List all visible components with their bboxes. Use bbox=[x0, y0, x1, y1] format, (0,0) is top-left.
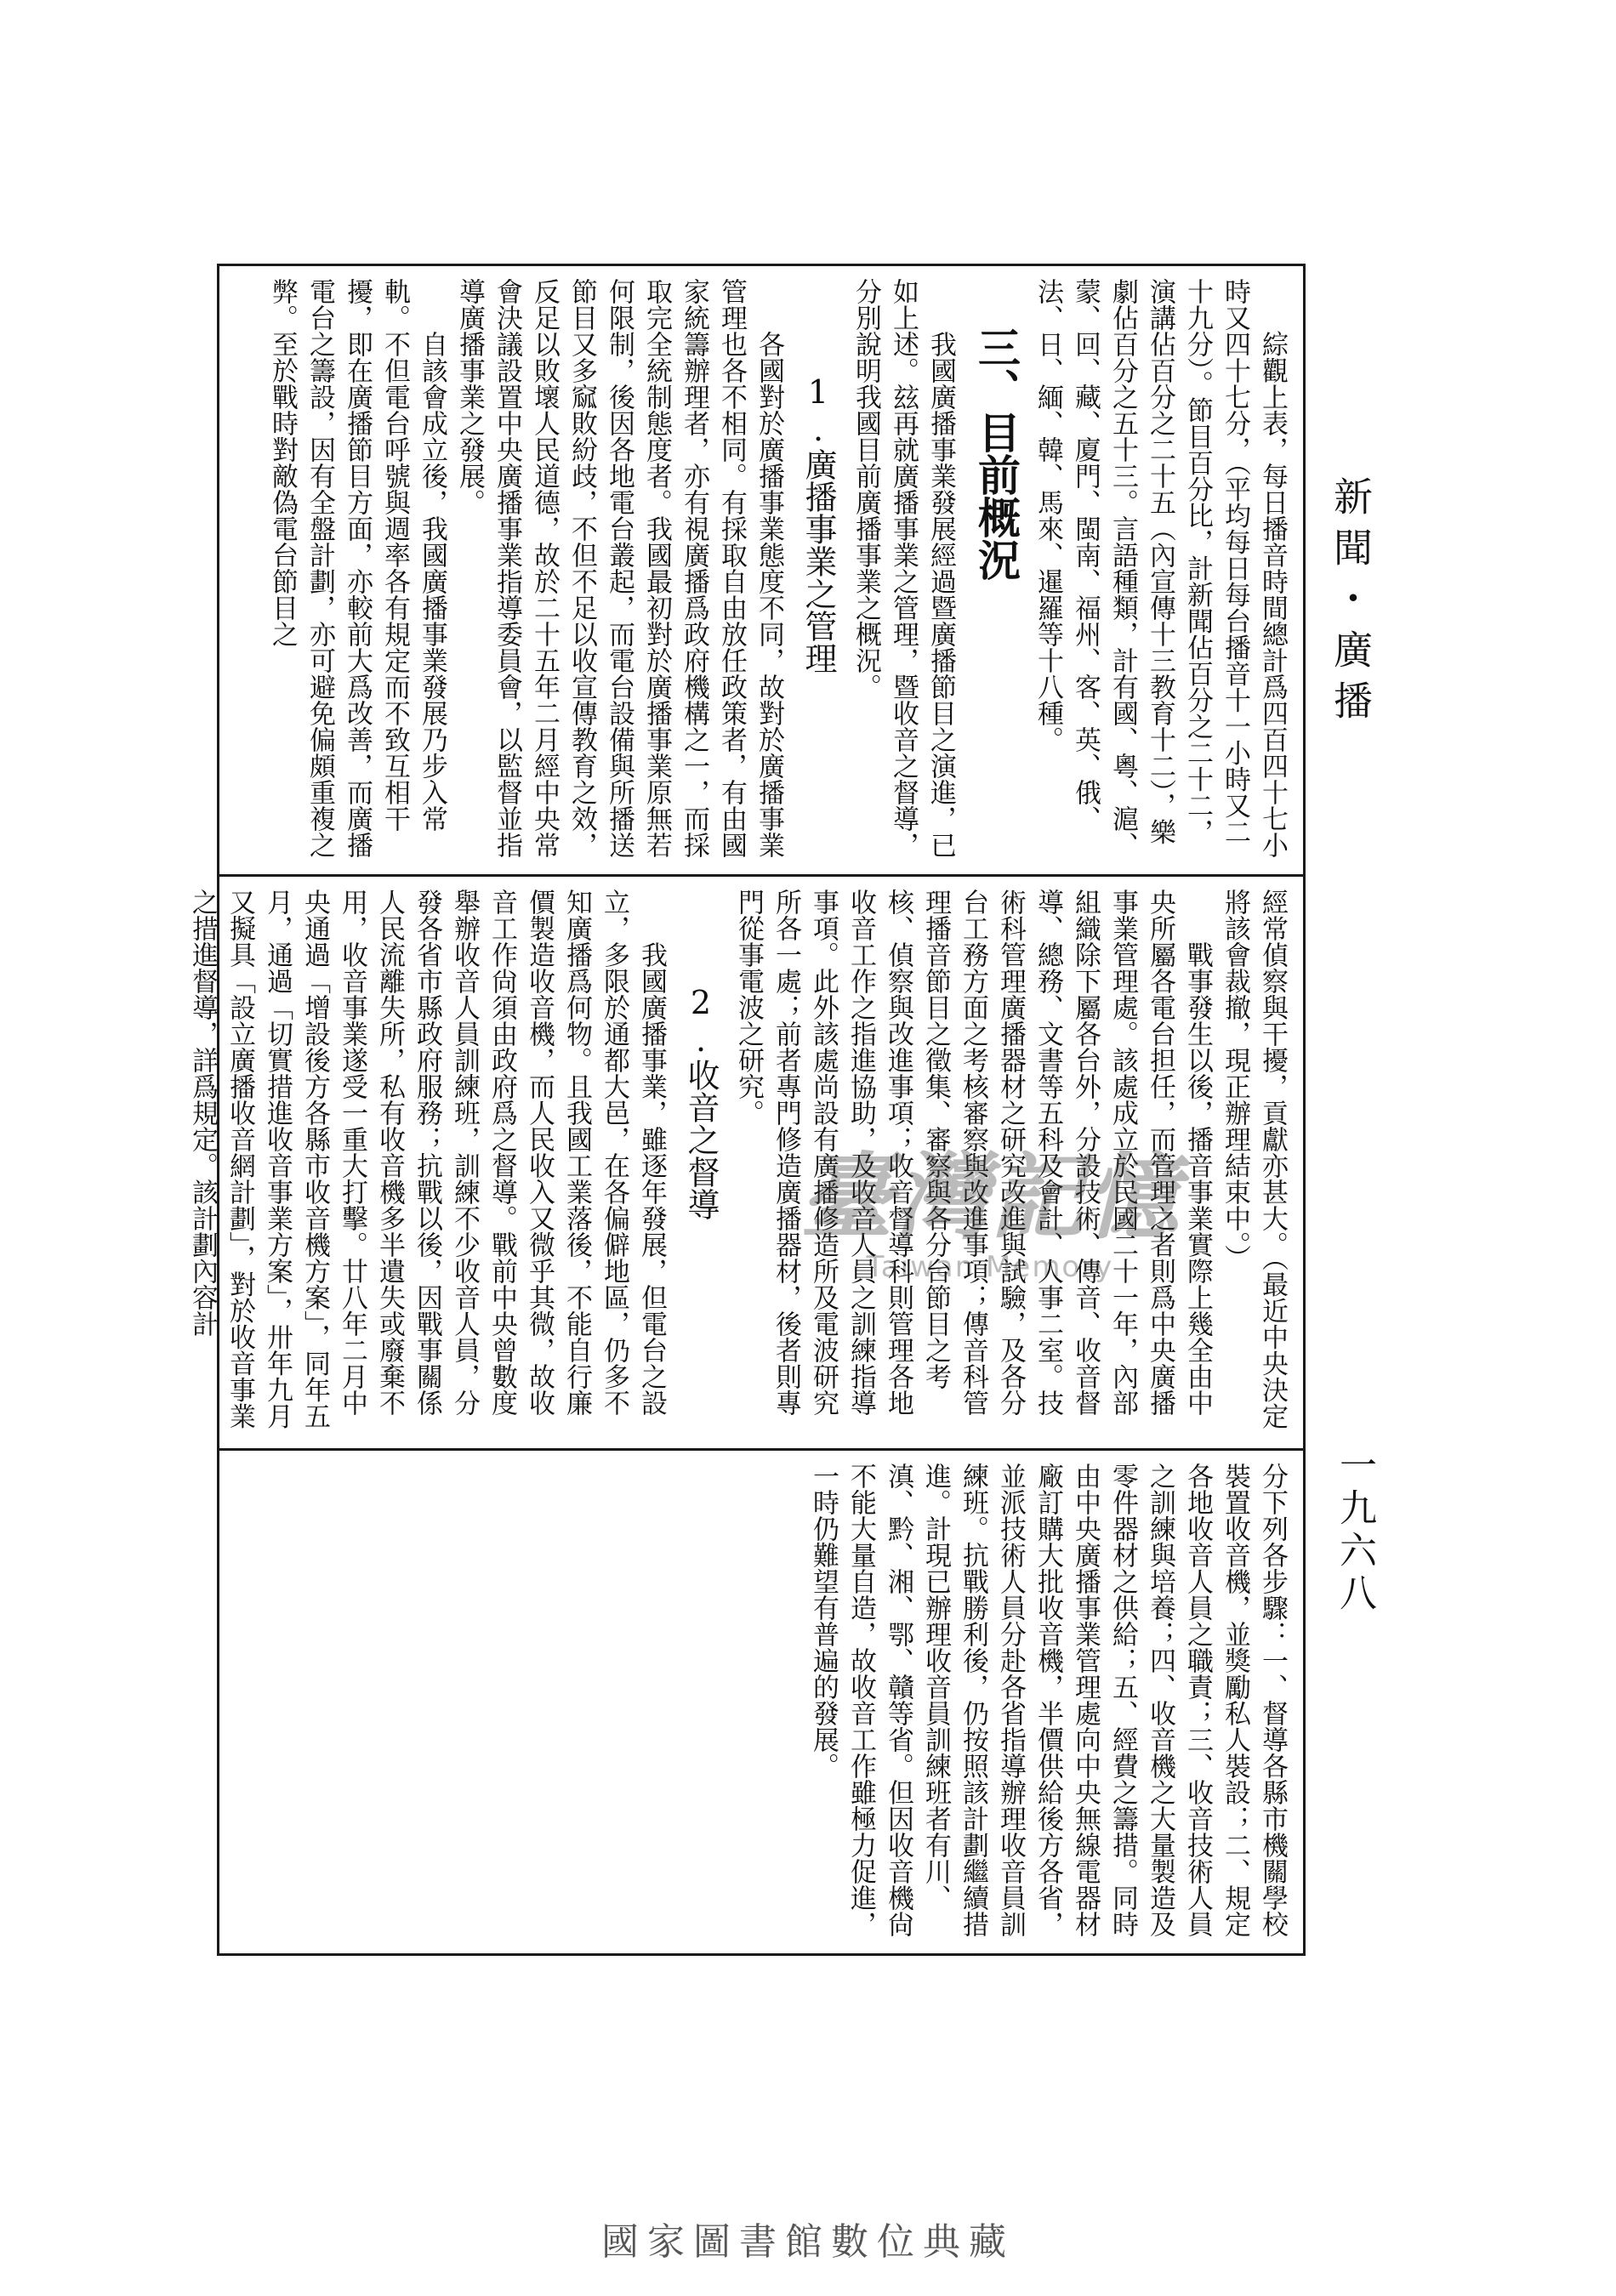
administration-paragraph: 戰事發生以後，播音事業實際上幾全由中央所屬各電台担任，而管理之者則爲中央廣播事業管理處。該處成立於民國二十一年，內部組織除下屬各台外，分設技術、傳音、收音督導、總務、文書等五科及會計、人事二室。技術科管理廣播器材之研究改進與試驗，及各分台工務方面之考核審察與改進事項；傳音科管理播音節目之徵集、審察與各分台節目之考核、偵察與改進事項；收音督導科則管理各地收音工作之指進協助，及收音人員之訓練指導事項。此外該處尚設有廣播修造所及電波研究所各一處；前者專門修造廣播器材，後者則專門從事電波之研究。 bbox=[733, 889, 1213, 1416]
steps-paragraph: 分下列各步驟：一、督導各縣市機關學校裝置收音機，並獎勵私人裝設；二、規定各地收音人員之職責；三、收音技術人員之訓練與培養；四、收音機之大量製造及零件器材之供給；五、經費之籌措。同時由中央廣播事業管理處向中央無線電器材廠訂購大批收音機，半價供給後方各省，並派技術人員分赴各省指導辦理收音員訓練班。抗戰勝利後，仍按照該計劃繼續措進。計現已辦理收音員訓練班者有川、滇、黔、湘、鄂、贛等省。但因收音機尙不能大量自造，故收音工作雖極力促進，一時仍難望有普遍的發展。 bbox=[808, 1463, 1288, 1937]
text-frame bbox=[187, 264, 1306, 1956]
running-header: 新聞・廣播 bbox=[1328, 476, 1374, 731]
subheading-broadcast-management: 1.廣播事業之管理 bbox=[799, 373, 837, 674]
text-band-middle bbox=[187, 874, 1303, 1448]
committee-paragraph: 自該會成立後，我國廣播事業發展乃步入常軌。不但電台呼號與週率各有規定而不致互相干擾，即在廣播節目方面，亦較前大爲改善，而廣播電台之籌設，因有全盤計劃，亦可避免偏頗重複之弊。至於戰時對敵偽電台節目之 bbox=[267, 278, 447, 858]
band-middle-column-text bbox=[184, 889, 1291, 1437]
band-top-column-text bbox=[264, 278, 1291, 861]
text-band-top bbox=[219, 266, 1303, 874]
watermark-subtext: Taiwan Memory bbox=[866, 1250, 1114, 1284]
watermark-logo-text: 臺灣記憶 bbox=[799, 1143, 1181, 1252]
footer-collection-label: 國家圖書館數位典藏 bbox=[601, 2220, 1015, 2264]
text-band-bottom bbox=[219, 1448, 1303, 1953]
page-number: 一九六八 bbox=[1333, 1446, 1376, 1616]
management-paragraph: 各國對於廣播事業態度不同，故對於廣播事業管理也各不相同。有採取自由放任政策者，有由國家統籌辦理者，亦有視廣播爲政府機構之一，而採取完全統制態度者。我國最初對於廣播事業原無若何限制，後因各地電台叢起，而電台設備與所播送節目又多窳敗紛歧，不但不足以收宣傳教育之效，反足以敗壞人民道德，故於二十五年二月經中央常會決議設置中央廣播事業指導委員會，以監督並指導廣播事業之發展。 bbox=[454, 278, 784, 858]
summary-paragraph: 綜觀上表，每日播音時間總計爲四百四十七小時又四十七分，（平均每日每台播音十一小時又二十九分）。節目百分比，計新聞佔百分之二十二，演講佔百分之二十五（內宣傳十三教育十二），樂劇佔百分之五十三。言語種類，計有國、粵、滬、蒙、回、藏、廈門、閩南、福州、客、英、俄、法、日、緬、韓、馬來、暹羅等十八種。 bbox=[1033, 278, 1288, 858]
intro-paragraph: 我國廣播事業發展經過暨廣播節目之演進，已如上述。玆再就廣播事業之管理，暨收音之督導，分別說明我國目前廣播事業之概況。 bbox=[851, 278, 956, 858]
continuation-paragraph: 經常偵察與干擾，貢獻亦甚大。（最近中央決定將該會裁撤，現正辦理結束中。） bbox=[1220, 889, 1288, 1429]
section-heading-current-status: 三、目前概況 bbox=[971, 326, 1021, 581]
band-bottom-column-text bbox=[805, 1463, 1291, 1947]
reception-paragraph: 我國廣播事業，雖逐年發展，但電台之設立，多限於通都大邑，在各偏僻地區，仍多不知廣播爲何物。且我國工業落後，不能自行廉價製造收音機，而人民收入又微乎其微，故收音工作尙須由政府爲之督導。戰前中央曾數度舉辦收音人員訓練班，訓練不少收音人員，分發各省市縣政府服務；抗戰以後，因戰事關係人民流離失所，私有收音機多半遺失或廢棄不用，收音事業遂受一重大打擊。廿八年二月中央通過「增設後方各縣市收音機方案」，同年五月，通過「切實措進收音事業方案」，卅年九月又擬具「設立廣播收音網計劃」，對於收音事業之措進督導，詳爲規定。該計劃內容計 bbox=[187, 889, 667, 1429]
subheading-reception-supervision: 2.收音之督導 bbox=[682, 984, 720, 1220]
